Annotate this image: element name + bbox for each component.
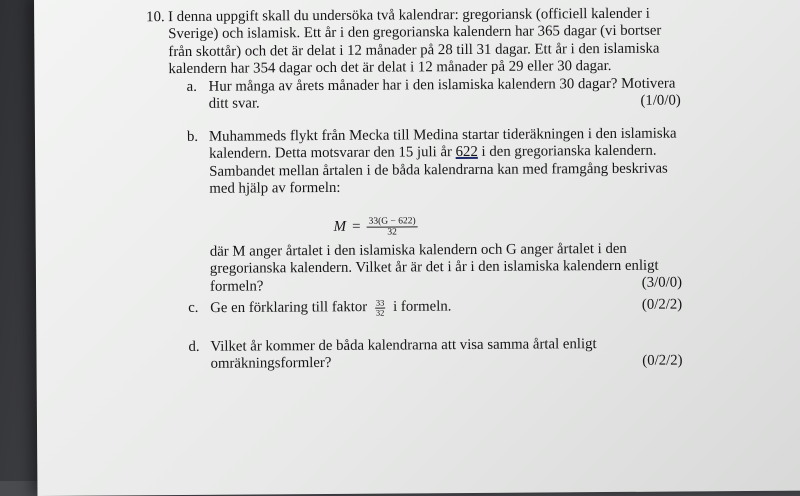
part-d-line: Vilket år kommer de båda kalendrarna att visa samma årtal enligt [210,336,597,355]
part-a-points: (1/0/0) [640,92,681,109]
part-b-line: i den gregorianska kalendern. [477,143,657,161]
part-c-letter: c. [188,299,199,316]
factor-denominator: 32 [375,307,385,318]
part-c-points: (0/2/2) [641,296,683,313]
handwritten-underlined-year: 622 [455,144,478,161]
part-b-letter: b. [186,128,199,145]
part-b-line: Sambandet mellan årtalen i de båda kalendrarna kan med framgång beskrivas [209,160,668,180]
part-c-text: i formeln. [392,298,452,315]
intro-line: Sverige) och islamisk. Ett år i den gregorianska kalendern har 365 dagar (vi bortser [168,23,662,43]
part-b-after-line: formeln? [209,278,264,295]
formula-equals: = [352,218,361,235]
part-d-points: (0/2/2) [642,352,683,369]
part-b [186,125,689,295]
factor-fraction [375,299,386,317]
part-b-points: (3/0/0) [641,274,683,291]
part-a-line: Hur många av årets månader har i den islamiska kalendern 30 dagar? Motivera [208,75,676,95]
part-d-line: omräkningsformler? [210,355,332,373]
part-a-letter: a. [186,78,197,95]
formula-denominator: 32 [387,227,397,238]
part-b-line: kalendern. Detta motsvarar den 15 juli år [209,144,456,163]
formula [334,216,418,238]
part-b-line: med hjälp av formeln: [209,180,341,197]
factor-numerator: 33 [375,297,385,308]
part-c-text: Ge en förklaring till faktor [210,299,368,317]
part-b-after-text [210,240,690,296]
part-d [188,335,690,373]
problem-number: 10. [146,9,165,26]
part-d-letter: d. [188,338,200,355]
part-c [188,296,690,318]
problem-10 [146,5,688,373]
intro-line: från skottår) och det är delat i 12 månader på 28 till 31 dagar. Ett år i den islamiska [168,40,660,60]
formula-fraction [367,216,418,237]
part-b-line: Muhammeds flykt från Mecka till Medina startar tideräkningen i den islamiska [208,125,677,145]
part-b-after-line: där M anger årtalet i den islamiska kalendern och G anger årtalet i den [209,240,627,260]
part-b-after-line: gregorianska kalendern. Vilket år är det i år i den islamiska kalendern enligt [209,258,659,278]
intro-line: I denna uppgift skall du undersöka två kalendrar: gregoriansk (officiell kalender i [168,5,650,26]
intro-line: kalendern har 354 dagar och det är delat i 12 månader på 29 eller 30 dagar. [168,58,612,78]
formula-lhs: M [333,218,347,235]
problem-intro [168,5,688,78]
part-a-line: ditt svar. [208,95,260,113]
exam-sheet [34,0,800,496]
part-a [186,75,689,113]
formula-numerator: 33(G − 622) [367,216,418,227]
